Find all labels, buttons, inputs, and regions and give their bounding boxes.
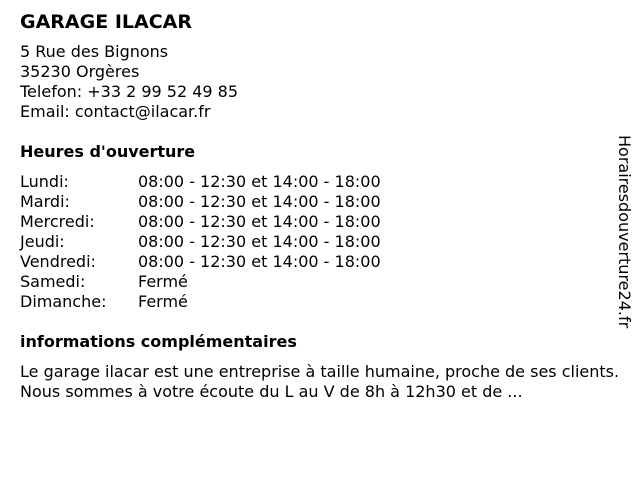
address-city: 35230 Orgères [20, 62, 140, 81]
hours-day: Mercredi: [20, 212, 95, 231]
email-address: Email: contact@ilacar.fr [20, 102, 211, 121]
hours-time: 08:00 - 12:30 et 14:00 - 18:00 [138, 172, 381, 191]
hours-row-wednesday [20, 212, 610, 232]
hours-time: 08:00 - 12:30 et 14:00 - 18:00 [138, 212, 381, 231]
hours-time: 08:00 - 12:30 et 14:00 - 18:00 [138, 232, 381, 251]
hours-time: 08:00 - 12:30 et 14:00 - 18:00 [138, 192, 381, 211]
hours-day: Lundi: [20, 172, 69, 191]
hours-day: Mardi: [20, 192, 70, 211]
info-heading: informations complémentaires [20, 332, 297, 351]
hours-day: Vendredi: [20, 252, 96, 271]
address-street: 5 Rue des Bignons [20, 42, 169, 61]
hours-row-thursday [20, 232, 610, 252]
hours-day: Dimanche: [20, 292, 107, 311]
hours-day: Jeudi: [20, 232, 65, 251]
hours-row-monday [20, 172, 610, 192]
hours-time: Fermé [138, 272, 188, 291]
hours-row-tuesday [20, 192, 610, 212]
contact-block [20, 42, 610, 122]
site-watermark: Horairesdouverture24.fr [615, 135, 634, 329]
hours-row-sunday [20, 292, 610, 312]
hours-day: Samedi: [20, 272, 86, 291]
phone-number: Telefon: +33 2 99 52 49 85 [20, 82, 239, 101]
hours-heading: Heures d'ouverture [20, 142, 196, 161]
hours-time: 08:00 - 12:30 et 14:00 - 18:00 [138, 252, 381, 271]
hours-row-friday [20, 252, 610, 272]
info-description: Le garage ilacar est une entreprise à taille humaine, proche de ses clients. Nous sommes à votre écoute du L au V de 8h à 12h30 et de ... [20, 362, 620, 401]
business-card [20, 10, 620, 402]
hours-table [20, 172, 610, 312]
hours-row-saturday [20, 272, 610, 292]
business-name: GARAGE ILACAR [20, 11, 192, 33]
hours-time: Fermé [138, 292, 188, 311]
